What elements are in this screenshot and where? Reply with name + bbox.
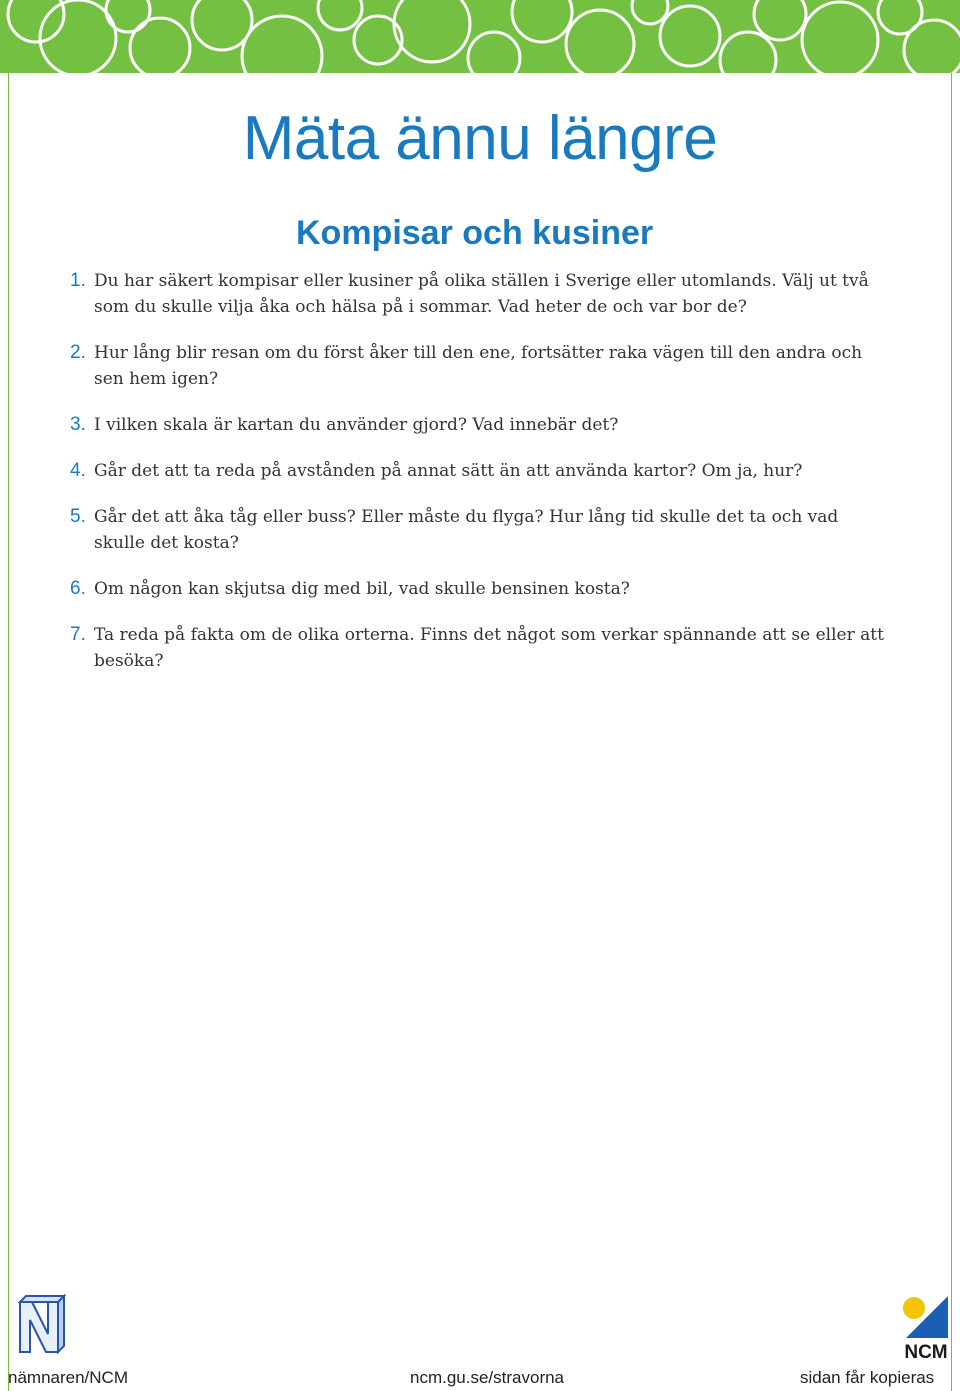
question-item — [70, 458, 890, 484]
question-number: 4. — [70, 460, 86, 481]
question-number: 3. — [70, 414, 86, 435]
namnaren-n-logo — [14, 1294, 66, 1362]
question-item — [70, 576, 890, 602]
svg-text:NCM: NCM — [904, 1342, 948, 1362]
question-item — [70, 412, 890, 438]
footer-copy-note: sidan får kopieras — [800, 1368, 935, 1387]
sun-icon — [903, 1297, 925, 1319]
question-text: Du har säkert kompisar eller kusiner på olika ställen i Sverige eller utomlands. Välj ut två som du skulle vilja åka och hälsa på i sommar. Vad heter de och var bor de? — [94, 271, 869, 317]
decorative-circles — [0, 0, 960, 73]
question-item — [70, 268, 890, 320]
question-item — [70, 340, 890, 392]
question-number: 6. — [70, 578, 86, 599]
footer-source: nämnaren/NCM — [8, 1368, 128, 1387]
question-text: Hur lång blir resan om du först åker till den ene, fortsätter raka vägen till den andra och sen hem igen? — [94, 343, 863, 389]
header-band — [0, 0, 960, 73]
question-text: Ta reda på fakta om de olika orterna. Finns det något som verkar spännande att se eller att besöka? — [94, 625, 884, 671]
question-item — [70, 622, 890, 674]
question-text: Går det att åka tåg eller buss? Eller måste du flyga? Hur lång tid skulle det ta och vad skulle det kosta? — [94, 507, 839, 553]
question-text: Om någon kan skjutsa dig med bil, vad skulle bensinen kosta? — [94, 579, 630, 599]
question-number: 2. — [70, 342, 86, 363]
page-title: Mäta ännu längre — [242, 104, 718, 173]
question-item — [70, 504, 890, 556]
ncm-logo — [896, 1290, 952, 1366]
question-number: 5. — [70, 506, 86, 527]
question-list — [70, 268, 890, 694]
footer-url[interactable]: ncm.gu.se/stravorna — [410, 1368, 565, 1387]
page-subtitle: Kompisar och kusiner — [296, 214, 654, 252]
question-text: I vilken skala är kartan du använder gjord? Vad innebär det? — [94, 415, 619, 435]
question-number: 7. — [70, 624, 86, 645]
question-text: Går det att ta reda på avstånden på annat sätt än att använda kartor? Om ja, hur? — [94, 461, 803, 481]
question-number: 1. — [70, 270, 86, 291]
